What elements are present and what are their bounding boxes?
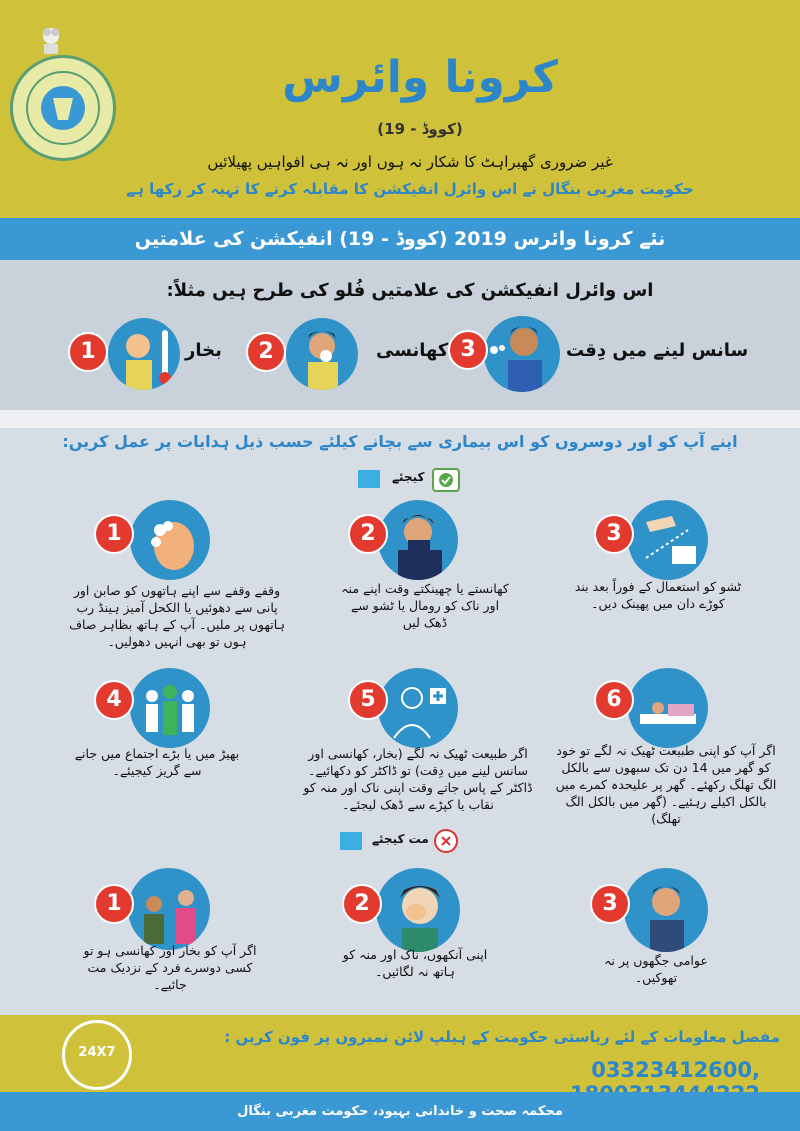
symptom-label-cough: کھانسی (376, 340, 449, 361)
instructions-heading: اپنے آپ کو اور دوسروں کو اس بیماری سے بچانے کیلئے حسب ذیل ہدایات پر عمل کریں: (62, 432, 738, 451)
do-item-text: ٹشو کو استعمال کے فوراً بعد بند کوڑے دان میں پھینک دیں۔ (574, 579, 742, 611)
advice-text: غیر ضروری گھبراہٹ کا شکار نہ ہوں اور نہ ہی افواہیں پھیلائیں (207, 153, 613, 171)
tissue-disposal-illustration-icon (628, 500, 708, 580)
face-touch-illustration-icon (376, 868, 460, 952)
dont-number: 1 (94, 884, 134, 924)
section-divider (0, 410, 800, 428)
do-number: 4 (94, 680, 134, 720)
page-title: کرونا وائرس (282, 52, 558, 103)
state-emblem-icon (40, 22, 62, 56)
fever-illustration-icon (108, 318, 180, 390)
dont-item-text: اپنی آنکھوں، ناک اور منہ کو ہاتھ نہ لگائیں۔ (342, 947, 488, 979)
breathing-illustration-icon (484, 316, 560, 392)
dont-item-text: اگر آپ کو بخار اور کھانسی ہو تو کسی دوسرے فرد کے نزدیک مت جائیے۔ (83, 943, 257, 992)
do-number: 3 (594, 514, 634, 554)
do-number: 6 (594, 680, 634, 720)
cross-icon (434, 829, 458, 853)
symptom-label-breathing: سانس لینے میں دِقت (566, 340, 749, 361)
symptom-number: 1 (68, 332, 108, 372)
page-subtitle: (کووڈ - 19) (377, 120, 463, 138)
symptoms-heading-bar (0, 218, 800, 260)
dont-item-text: عوامی جگھوں پر نہ تھوکیں۔ (604, 953, 708, 985)
distance-illustration-icon (128, 868, 210, 950)
do-item-text: بھیڑ میں یا بڑے اجتماع میں جانے سے گریز کیجیئے۔ (74, 746, 240, 778)
cough-illustration-icon (286, 318, 358, 390)
do-number: 5 (348, 680, 388, 720)
do-item-text: کھانستے یا چھینکتے وقت اپنے منہ اور ناک کو رومال یا ٹشو سے ڈھک لیں (341, 581, 509, 630)
dont-number: 2 (342, 884, 382, 924)
do-label: کیجئے (392, 470, 425, 484)
do-legend-swatch (358, 470, 380, 488)
symptom-number: 3 (448, 330, 488, 370)
symptoms-intro: اس وائرل انفیکشن کی علامتیں فُلو کی طرح ہیں مثلاً: (166, 280, 654, 301)
cover-cough-illustration-icon (378, 500, 458, 580)
clock-24x7-icon (62, 1020, 132, 1090)
spitting-illustration-icon (624, 868, 708, 952)
symptom-label-fever: بخار (185, 340, 222, 361)
department-name: محکمہ صحت و خاندانی بہبود، حکومت مغربی بنگال (237, 1104, 563, 1119)
symptoms-heading: نئے کرونا وائرس 2019 (کووڈ - 19) انفیکشن کی علامتیں (134, 228, 666, 250)
do-number: 2 (348, 514, 388, 554)
doctor-illustration-icon (378, 668, 458, 748)
dont-label: مت کیجئے (372, 832, 429, 846)
check-icon (432, 468, 460, 492)
isolation-illustration-icon (628, 668, 708, 748)
dont-number: 3 (590, 884, 630, 924)
do-number: 1 (94, 514, 134, 554)
symptom-number: 2 (246, 332, 286, 372)
helpline-text: مفصل معلومات کے لئے ریاستی حکومت کے ہیلپ لائن نمبروں پر فون کریں : (224, 1028, 780, 1046)
helpline-numbers[interactable]: 03323412600, (591, 1058, 760, 1082)
department-bar (0, 1092, 800, 1131)
handwash-illustration-icon (130, 500, 210, 580)
clock-label: 24X7 (78, 1045, 116, 1060)
seal-logo-icon (10, 55, 116, 161)
do-item-text: اگر آپ کو اپنی طبیعت ٹھیک نہ لگے تو خود کو گھر میں 14 دن تک سبھوں سے بالکل الگ تھلگ رکھئے۔ گھر پر علیحدہ کمرے میں بالکل اکیلے رہئیے۔ (گھر میں بالکل الگ تھلگ) (555, 743, 777, 826)
do-item-text: وقفے وقفے سے اپنے ہاتھوں کو صابن اور پانی سے دھوئیں یا الکحل آمیز ہینڈ رب ہاتھوں پر ملیں۔ آپ کے ہاتھ بظاہر صاف ہوں تو بھی انہیں دھولیں۔ (69, 583, 285, 649)
government-statement: حکومت مغربی بنگال نے اس وائرل انفیکشن کا مقابلہ کرنے کا تہیہ کر رکھا ہے (126, 180, 694, 198)
do-item-text: اگر طبیعت ٹھیک نہ لگے (بخار، کھانسی اور سانس لینے میں دِقت) تو ڈاکٹر کو دکھائیے۔ ڈاکٹر کے پاس جاتے وقت اپنی ناک اور منہ کو نقاب یا کپڑے سے ڈھک لیجئے۔ (303, 746, 533, 812)
dont-legend-swatch (340, 832, 362, 850)
crowd-illustration-icon (130, 668, 210, 748)
